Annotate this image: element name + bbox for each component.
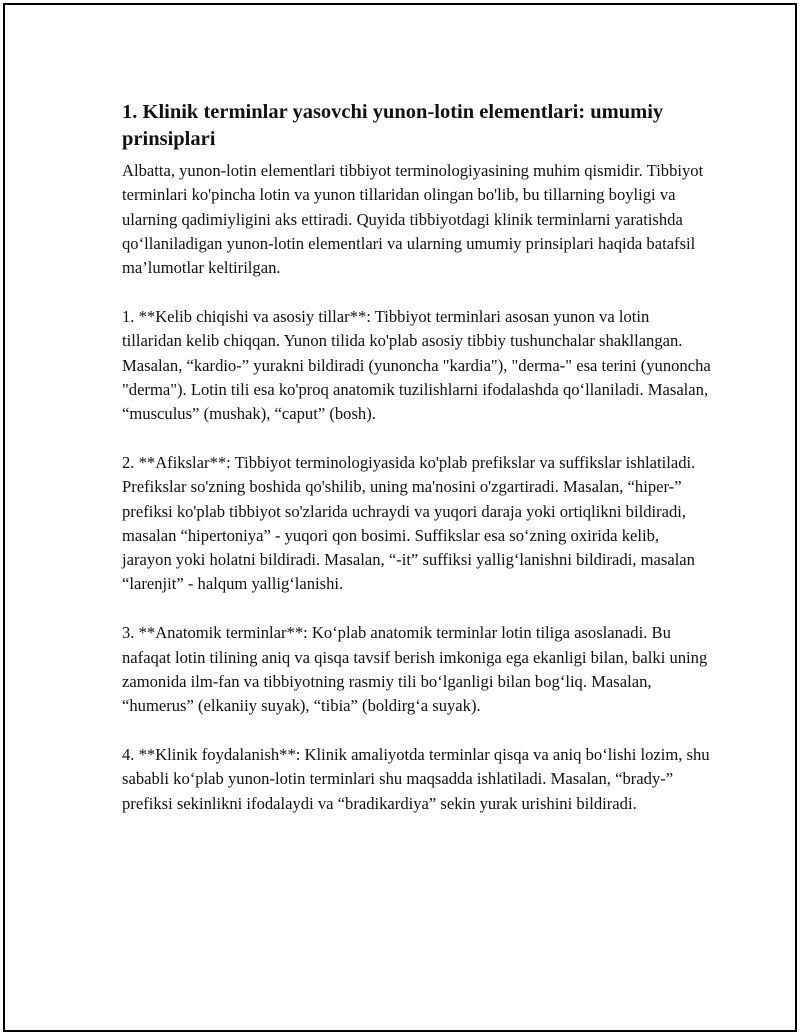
page-frame <box>3 3 797 1032</box>
paragraph-anatomical-terms: 3. **Anatomik terminlar**: Ko‘plab anatomik terminlar lotin tiliga asoslanadi. Bu nafaqat lotin tilining aniq va qisqa tavsif berish imkoniga ega ekanligi bilan, balki uning zamonida ilm-fan va tibbiyotning rasmiy tili bo‘lganligi bilan bog‘liq. Masalan, “humerus” (elkaniiy suyak), “tibia” (boldirg‘a suyak). <box>122 623 708 716</box>
paragraph-clinical-use: 4. **Klinik foydalanish**: Klinik amaliyotda terminlar qisqa va aniq bo‘lishi lozim, shu sababli ko‘plab yunon-lotin terminlari shu maqsadda ishlatiladi. Masalan, “brady-” prefiksi sekinlikni ifodalaydi va “bradikardiya” sekin yurak urishini bildiradi. <box>122 744 710 813</box>
document-body <box>122 99 712 840</box>
document-title: 1. Klinik terminlar yasovchi yunon-lotin elementlari: umumiy prinsiplari <box>122 101 664 150</box>
paragraph-affixes: 2. **Afikslar**: Tibbiyot terminologiyasida ko'plab prefikslar va suffikslar ishlatiladi. Prefikslar so'zning boshida qo'shilib, uning ma'nosini o'zgartiradi. Masalan, “hiper-” prefiksi ko'plab tibbiyot so'zlarida uchraydi va yuqori daraja yoki ortiqlikni bildiradi, masalan “hipertoniya” - yuqori qon bosimi. Suffikslar esa so‘zning oxirida kelib, jarayon yoki holatni bildiradi. Masalan, “-it” suffiksi yallig‘lanishni bildiradi, masalan “larenjit” - halqum yallig‘lanishi. <box>122 452 696 594</box>
paragraph-origins: 1. **Kelib chiqishi va asosiy tillar**: Tibbiyot terminlari asosan yunon va lotin tillaridan kelib chiqqan. Yunon tilida ko'plab asosiy tibbiy tushunchalar shakllangan. Masalan, “kardio-” yurakni bildiradi (yunoncha "kardia"), "derma-" esa terini (yunoncha "derma"). Lotin tili esa ko'proq anatomik tuzilishlarni ifodalashda qo‘llaniladi. Masalan, “musculus” (mushak), “caput” (bosh). <box>122 306 711 424</box>
intro-paragraph: Albatta, yunon-lotin elementlari tibbiyot terminologiyasining muhim qismidir. Tibbiyot terminlari ko'pincha lotin va yunon tillaridan olingan bo'lib, bu tillarning boyligi va ularning qadimiyligini aks ettiradi. Quyida tibbiyotdagi klinik terminlarni yaratishda qo‘llaniladigan yunon-lotin elementlari va ularning umumiy prinsiplari haqida batafsil ma’lumotlar keltirilgan. <box>122 161 704 278</box>
